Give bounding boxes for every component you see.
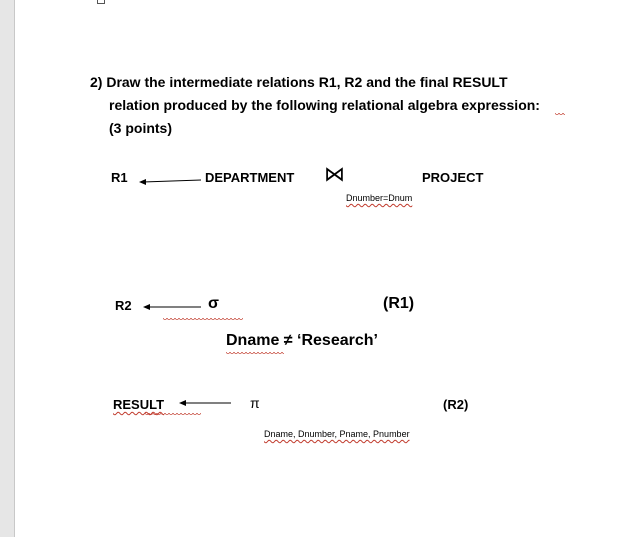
project-relation: PROJECT — [422, 170, 484, 185]
r2-label: R2 — [115, 298, 132, 313]
r1-assign-arrow-icon — [139, 176, 201, 186]
r1-operand: (R1) — [383, 295, 415, 312]
projection-attributes: Dname, Dnumber, Pname, Pnumber — [264, 429, 410, 439]
r2-assign-arrow-icon — [143, 302, 201, 312]
project-operator-icon: π — [250, 395, 260, 411]
spellcheck-underline — [226, 352, 284, 355]
question-line-3: (3 points) — [109, 120, 172, 136]
spellcheck-underline — [163, 318, 243, 321]
department-relation: DEPARTMENT — [205, 170, 295, 185]
document-page — [14, 0, 641, 537]
result-label: RESULT — [113, 397, 165, 412]
page-corner-mark — [97, 0, 105, 4]
join-operator-icon: ⋈ — [324, 163, 345, 186]
select-operator-icon: σ — [208, 295, 219, 312]
r2-operand: (R2) — [443, 397, 469, 412]
select-condition: Dname ≠ ‘Research’ — [226, 332, 378, 349]
question-line-2: relation produced by the following relational algebra expression: — [109, 97, 540, 113]
spellcheck-underline — [555, 113, 565, 116]
result-assign-arrow-icon — [179, 398, 231, 408]
question-line-1: 2) Draw the intermediate relations R1, R2 and the final RESULT — [90, 74, 508, 90]
spellcheck-underline — [145, 413, 201, 416]
r1-label: R1 — [111, 170, 128, 185]
join-condition: Dnumber=Dnum — [346, 193, 413, 203]
